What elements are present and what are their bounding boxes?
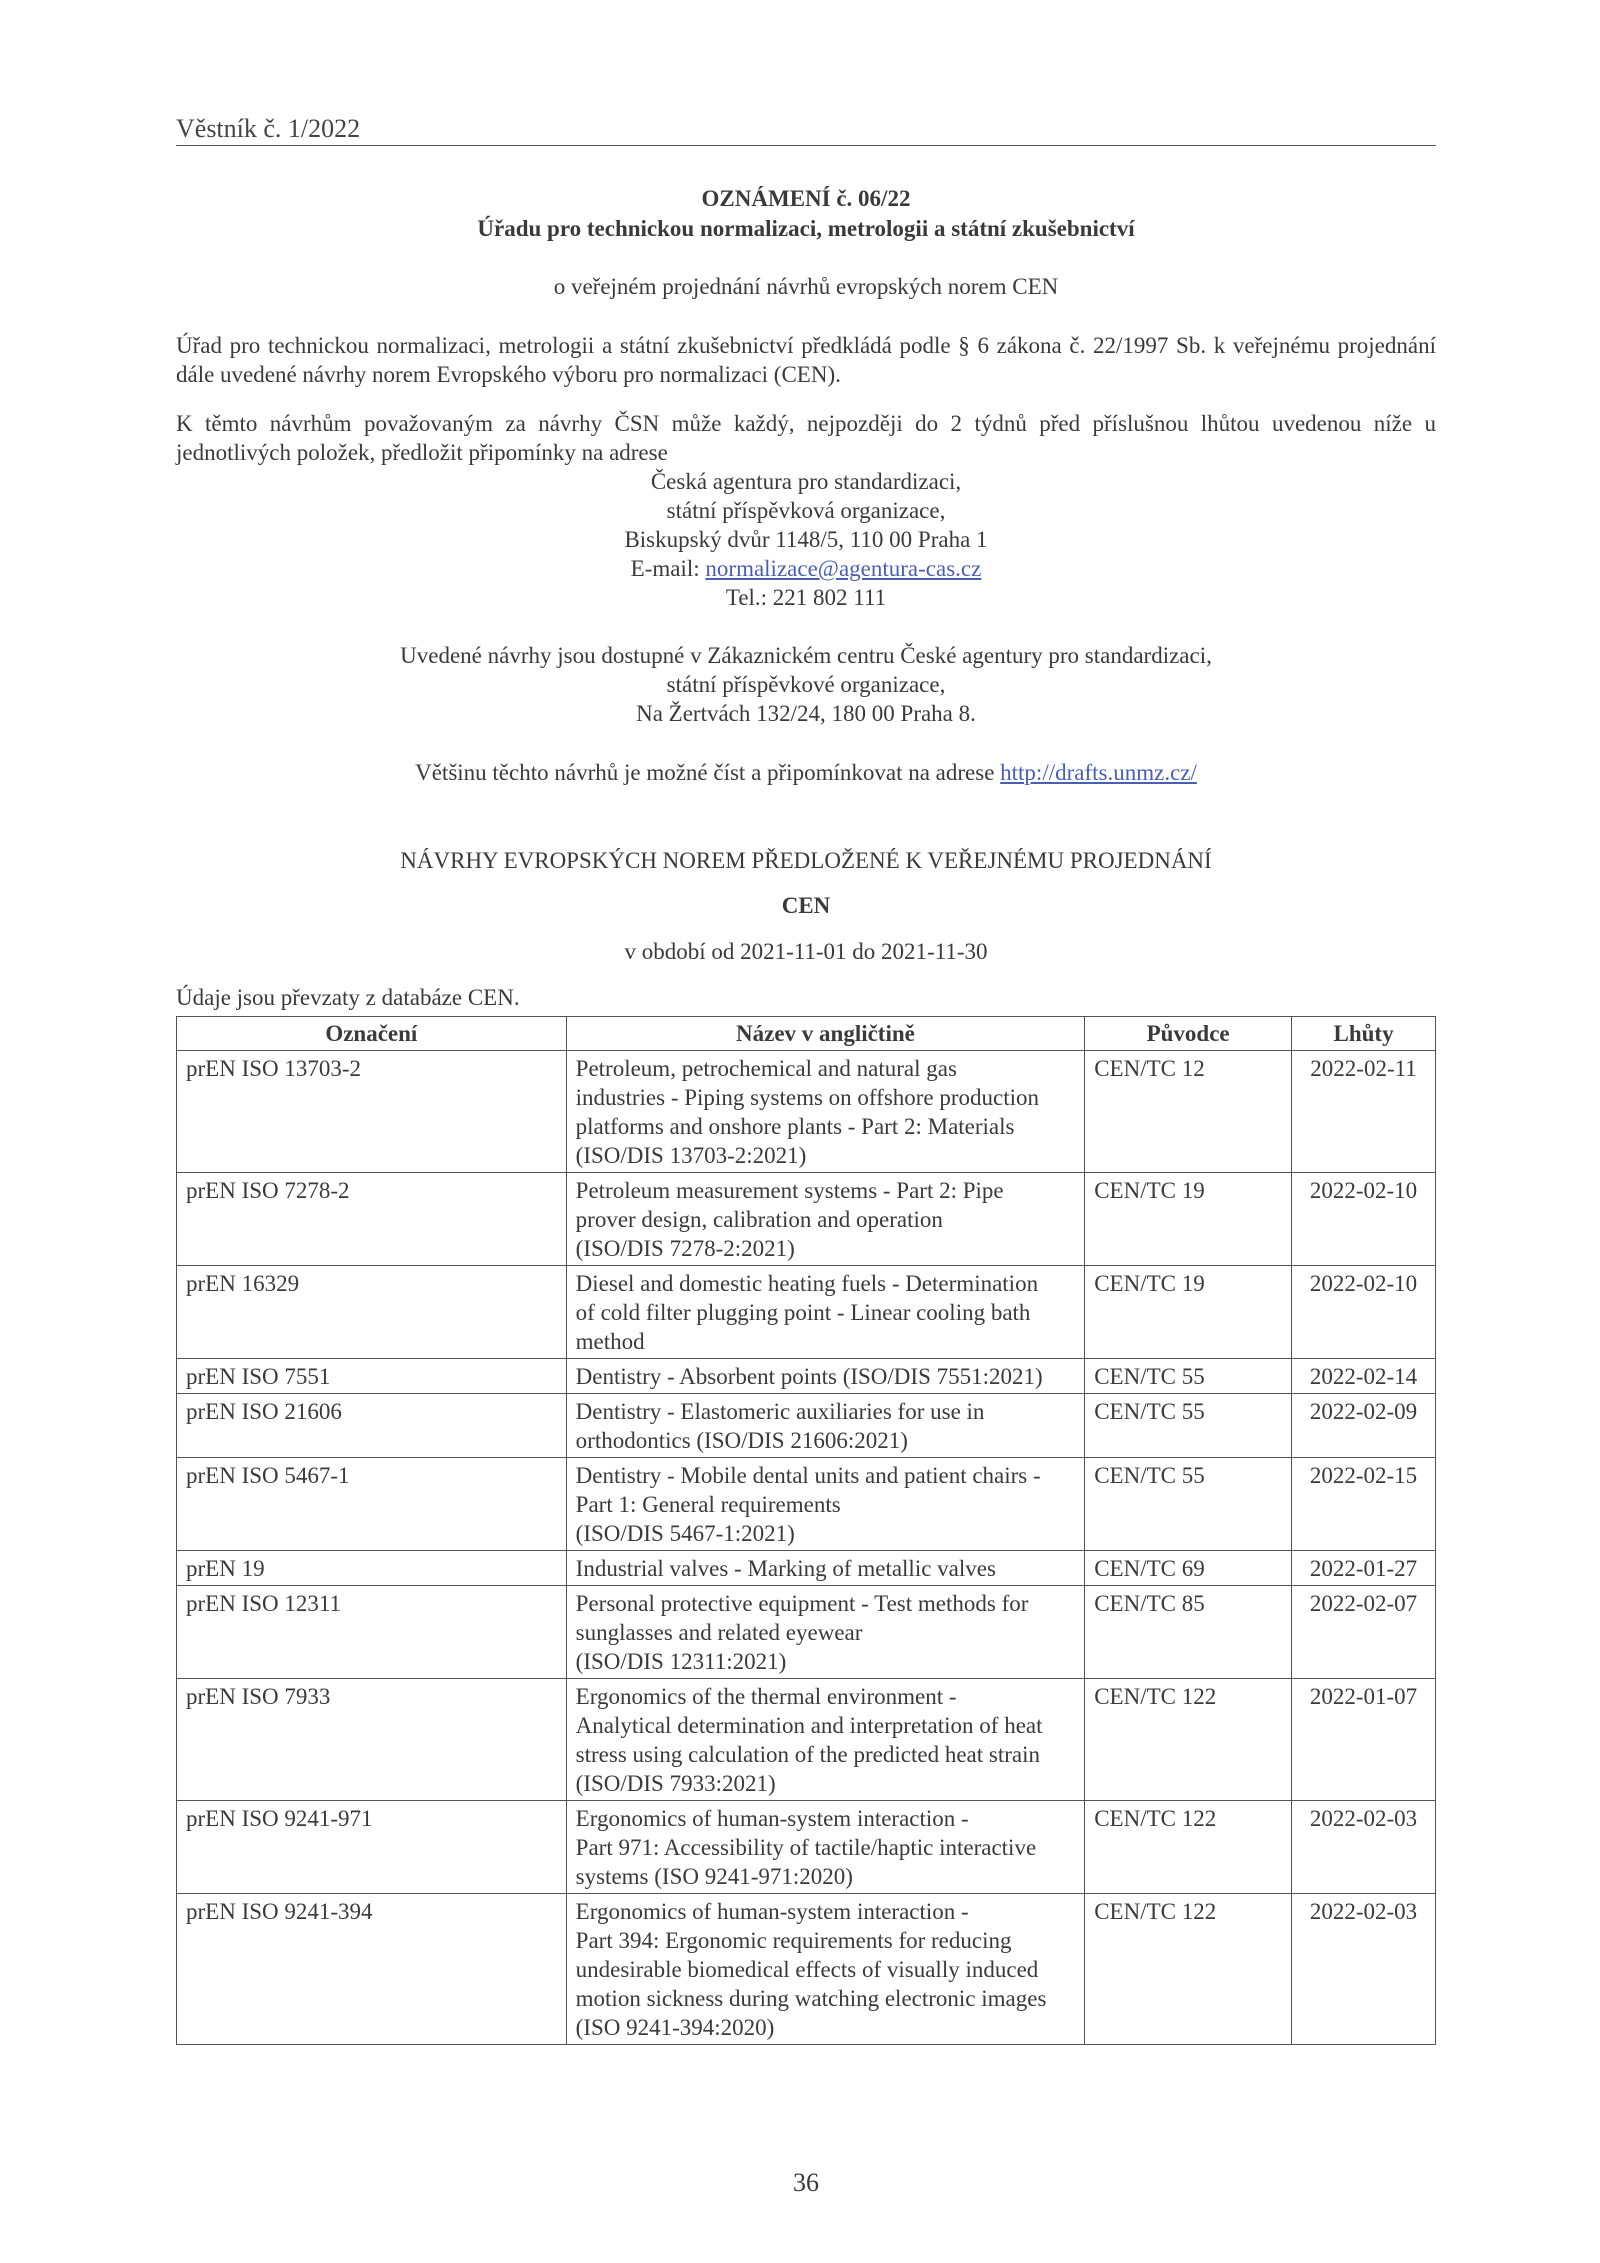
cell-designation: prEN ISO 12311 <box>177 1586 567 1679</box>
cell-deadline: 2022-02-15 <box>1292 1458 1436 1551</box>
title-line: Personal protective equipment - Test methods for <box>575 1591 1029 1616</box>
title-line: (ISO/DIS 7278-2:2021) <box>575 1236 795 1261</box>
cell-deadline: 2022-02-11 <box>1292 1051 1436 1173</box>
title-line: Ergonomics of the thermal environment - <box>575 1684 957 1709</box>
cell-deadline: 2022-02-14 <box>1292 1359 1436 1394</box>
title-line: (ISO/DIS 7933:2021) <box>575 1771 776 1796</box>
table-row <box>177 1586 1436 1679</box>
cell-deadline: 2022-01-27 <box>1292 1551 1436 1586</box>
page-number: 36 <box>793 2168 819 2197</box>
title-line: Ergonomics of human-system interaction - <box>575 1806 969 1831</box>
cell-originator: CEN/TC 19 <box>1085 1173 1292 1266</box>
title-line: Petroleum measurement systems - Part 2: Pipe <box>575 1178 1004 1203</box>
title-line: Ergonomics of human-system interaction - <box>575 1899 969 1924</box>
cell-title <box>566 1586 1085 1679</box>
table-row <box>177 1551 1436 1586</box>
table-row <box>177 1394 1436 1458</box>
cell-designation: prEN 16329 <box>177 1266 567 1359</box>
table-row <box>177 1894 1436 2045</box>
announcement-subject: o veřejném projednání návrhů evropských norem CEN <box>553 274 1059 299</box>
title-line: Dentistry - Absorbent points (ISO/DIS 7551:2021) <box>575 1364 1043 1389</box>
title-line: Part 971: Accessibility of tactile/haptic interactive <box>575 1835 1037 1860</box>
email-link[interactable]: normalizace@agentura-cas.cz <box>705 556 982 581</box>
title-line: Dentistry - Mobile dental units and patient chairs - <box>575 1463 1041 1488</box>
cell-designation: prEN ISO 13703-2 <box>177 1051 567 1173</box>
title-line: Diesel and domestic heating fuels - Determination <box>575 1271 1039 1296</box>
title-line: undesirable biomedical effects of visually induced <box>575 1957 1039 1982</box>
availability-line-1: Uvedené návrhy jsou dostupné v Zákaznickém centru České agentury pro standardizaci, <box>400 643 1212 668</box>
section-period: v období od 2021-11-01 do 2021-11-30 <box>624 939 988 964</box>
table-row <box>177 1359 1436 1394</box>
cell-title <box>566 1679 1085 1801</box>
title-line: (ISO/DIS 5467-1:2021) <box>575 1521 795 1546</box>
cell-designation: prEN ISO 5467-1 <box>177 1458 567 1551</box>
intro-paragraph-1: Úřad pro technickou normalizaci, metrologii a státní zkušebnictví předkládá podle § 6 zákona č. 22/1997 Sb. k veřejnému projednání dále uvedené návrhy norem Evropského výboru pro normalizaci (CEN). <box>176 333 1436 387</box>
address-phone: Tel.: 221 802 111 <box>725 585 887 610</box>
cell-title <box>566 1801 1085 1894</box>
cell-designation: prEN 19 <box>177 1551 567 1586</box>
title-line: prover design, calibration and operation <box>575 1207 943 1232</box>
table-row <box>177 1051 1436 1173</box>
section-title: NÁVRHY EVROPSKÝCH NOREM PŘEDLOŽENÉ K VEŘEJNÉMU PROJEDNÁNÍ <box>400 848 1212 873</box>
title-line: Petroleum, petrochemical and natural gas <box>575 1056 957 1081</box>
column-header-title: Název v angličtině <box>566 1017 1085 1051</box>
cell-deadline: 2022-02-09 <box>1292 1394 1436 1458</box>
cell-title <box>566 1894 1085 2045</box>
cell-title <box>566 1051 1085 1173</box>
title-line: sunglasses and related eyewear <box>575 1620 863 1645</box>
title-line: motion sickness during watching electronic images <box>575 1986 1047 2011</box>
address-line-3: Biskupský dvůr 1148/5, 110 00 Praha 1 <box>624 527 988 552</box>
cell-deadline: 2022-02-03 <box>1292 1801 1436 1894</box>
table-row <box>177 1679 1436 1801</box>
comments-line <box>176 758 1436 787</box>
address-line-2: státní příspěvková organizace, <box>666 498 946 523</box>
title-line: Analytical determination and interpretation of heat <box>575 1713 1043 1738</box>
cell-deadline: 2022-02-03 <box>1292 1894 1436 2045</box>
address-block <box>176 467 1436 612</box>
cell-deadline: 2022-02-10 <box>1292 1173 1436 1266</box>
intro-paragraph-2: K těmto návrhům považovaným za návrhy ČSN může každý, nejpozději do 2 týdnů před příslušnou lhůtou uvedenou níže u jednotlivých položek, předložit připomínky na adrese <box>176 411 1436 465</box>
cell-designation: prEN ISO 7933 <box>177 1679 567 1801</box>
cell-designation: prEN ISO 21606 <box>177 1394 567 1458</box>
title-line: (ISO/DIS 13703-2:2021) <box>575 1143 807 1168</box>
title-line: method <box>575 1329 645 1354</box>
email-label: E-mail: <box>630 556 706 581</box>
title-line: orthodontics (ISO/DIS 21606:2021) <box>575 1428 908 1453</box>
cell-title <box>566 1394 1085 1458</box>
cell-title <box>566 1173 1085 1266</box>
title-line: Part 394: Ergonomic requirements for reducing <box>575 1928 1012 1953</box>
availability-line-3: Na Žertvách 132/24, 180 00 Praha 8. <box>636 701 976 726</box>
cell-deadline: 2022-02-07 <box>1292 1586 1436 1679</box>
comments-text: Většinu těchto návrhů je možné číst a připomínkovat na adrese <box>415 760 1001 785</box>
cell-originator: CEN/TC 55 <box>1085 1458 1292 1551</box>
title-line: (ISO 9241-394:2020) <box>575 2015 775 2040</box>
cell-designation: prEN ISO 7551 <box>177 1359 567 1394</box>
cell-designation: prEN ISO 9241-971 <box>177 1801 567 1894</box>
title-line: Dentistry - Elastomeric auxiliaries for use in <box>575 1399 985 1424</box>
availability-block <box>176 641 1436 728</box>
table-row <box>177 1801 1436 1894</box>
table-row <box>177 1458 1436 1551</box>
announcement-issuer: Úřadu pro technickou normalizaci, metrologii a státní zkušebnictví <box>477 216 1135 241</box>
cell-originator: CEN/TC 12 <box>1085 1051 1292 1173</box>
cell-originator: CEN/TC 85 <box>1085 1586 1292 1679</box>
table-header-row <box>177 1017 1436 1051</box>
announcement-number: OZNÁMENÍ č. 06/22 <box>701 186 911 211</box>
address-line-1: Česká agentura pro standardizaci, <box>650 469 962 494</box>
cell-designation: prEN ISO 7278-2 <box>177 1173 567 1266</box>
drafts-url-link[interactable]: http://drafts.unmz.cz/ <box>1000 760 1197 785</box>
cell-originator: CEN/TC 122 <box>1085 1679 1292 1801</box>
column-header-originator: Původce <box>1085 1017 1292 1051</box>
cell-title <box>566 1359 1085 1394</box>
cell-originator: CEN/TC 122 <box>1085 1801 1292 1894</box>
title-line: stress using calculation of the predicted heat strain <box>575 1742 1040 1767</box>
title-line: systems (ISO 9241-971:2020) <box>575 1864 853 1889</box>
journal-header-title: Věstník č. 1/2022 <box>176 114 361 143</box>
title-line: Industrial valves - Marking of metallic valves <box>575 1556 996 1581</box>
table-body <box>177 1051 1436 2045</box>
drafts-table <box>176 1016 1436 2045</box>
cell-originator: CEN/TC 122 <box>1085 1894 1292 2045</box>
table-row <box>177 1173 1436 1266</box>
title-line: (ISO/DIS 12311:2021) <box>575 1649 787 1674</box>
title-line: industries - Piping systems on offshore production <box>575 1085 1040 1110</box>
cell-originator: CEN/TC 69 <box>1085 1551 1292 1586</box>
cell-title <box>566 1551 1085 1586</box>
header-divider <box>176 145 1436 146</box>
cell-deadline: 2022-02-10 <box>1292 1266 1436 1359</box>
cell-originator: CEN/TC 55 <box>1085 1359 1292 1394</box>
source-note: Údaje jsou převzaty z databáze CEN. <box>176 985 520 1010</box>
cell-title <box>566 1458 1085 1551</box>
cell-originator: CEN/TC 55 <box>1085 1394 1292 1458</box>
table-row <box>177 1266 1436 1359</box>
column-header-deadline: Lhůty <box>1292 1017 1436 1051</box>
title-line: of cold filter plugging point - Linear cooling bath <box>575 1300 1031 1325</box>
title-line: Part 1: General requirements <box>575 1492 841 1517</box>
column-header-designation: Označení <box>177 1017 567 1051</box>
cell-deadline: 2022-01-07 <box>1292 1679 1436 1801</box>
section-org: CEN <box>781 893 831 918</box>
availability-line-2: státní příspěvkové organizace, <box>666 672 946 697</box>
cell-title <box>566 1266 1085 1359</box>
address-email-line <box>176 554 1436 583</box>
title-line: platforms and onshore plants - Part 2: Materials <box>575 1114 1015 1139</box>
cell-originator: CEN/TC 19 <box>1085 1266 1292 1359</box>
cell-designation: prEN ISO 9241-394 <box>177 1894 567 2045</box>
